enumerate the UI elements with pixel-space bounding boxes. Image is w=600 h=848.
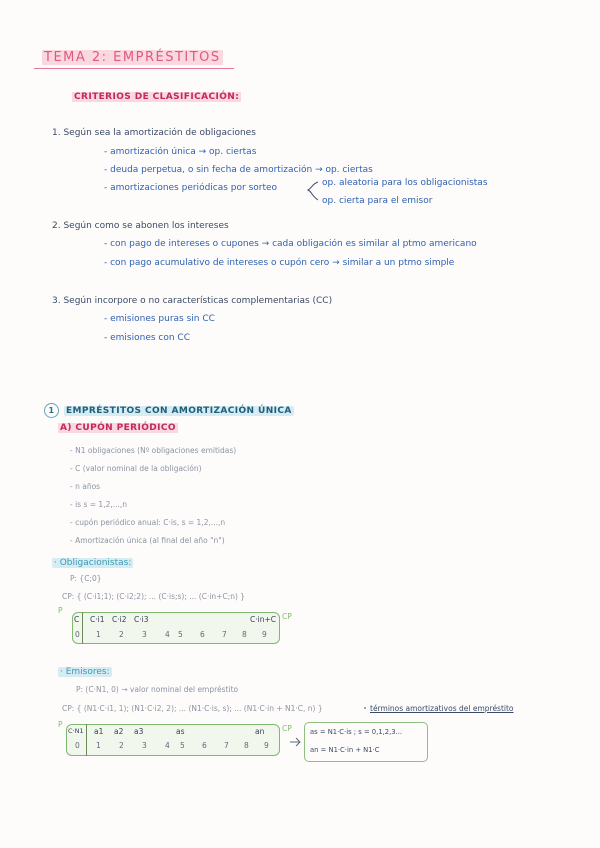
emisores-heading-text: · Emisores: xyxy=(60,667,110,677)
timeline-1-tick: 4 xyxy=(165,630,170,639)
timeline-1-tick: 9 xyxy=(262,630,267,639)
timeline-1-tick: 8 xyxy=(242,630,247,639)
criterio-1-branch-1: op. aleatoria para los obligacionistas xyxy=(322,178,488,188)
timeline-1-tick: 6 xyxy=(200,630,205,639)
section-1-heading-text: EMPRÉSTITOS CON AMORTIZACIÓN ÚNICA xyxy=(66,406,292,416)
obligacionistas-heading-text: · Obligacionistas: xyxy=(54,558,132,568)
timeline-1-tick: 3 xyxy=(142,630,147,639)
criterio-3-label: 3. Según incorpore o no características complementarias (CC) xyxy=(52,296,333,306)
timeline-2-top-3: a3 xyxy=(134,727,144,736)
criterio-1-sub-3: - amortizaciones periódicas por sorteo xyxy=(104,183,278,193)
timeline-1-top-3: C·i3 xyxy=(134,615,149,624)
obligacionistas-p-line: P: {C;0} xyxy=(70,574,102,583)
criterio-1-label: 1. Según sea la amortización de obligaciones xyxy=(52,128,256,138)
timeline-1-tick: 2 xyxy=(119,630,124,639)
timeline-1-top-1: C·i1 xyxy=(90,615,105,624)
timeline-2-top-n: an xyxy=(255,727,265,736)
section-number-badge: 1 xyxy=(44,403,59,418)
emisores-cp-line: CP: { (N1·C·i1, 1); (N1·C·i2, 2); ... (N1·C·is, s); ... (N1·C·in + N1·C, n) } xyxy=(62,704,323,713)
timeline-2-tick: 8 xyxy=(244,741,249,750)
criterio-1-sub-1: - amortización única → op. ciertas xyxy=(104,147,257,157)
timeline-2-tick: 6 xyxy=(202,741,207,750)
timeline-2-cp-label: CP xyxy=(282,724,292,733)
results-arrow-icon xyxy=(290,738,300,746)
timeline-2-top-1: a1 xyxy=(94,727,104,736)
emisores-result-2: an = N1·C·in + N1·C xyxy=(310,746,380,754)
bullet-1: - N1 obligaciones (Nº obligaciones emitidas) xyxy=(70,446,237,455)
branch-brace-icon xyxy=(308,182,318,200)
timeline-2-p-label: P xyxy=(58,720,63,729)
timeline-1-p-label: P xyxy=(58,606,63,615)
timeline-2-tick: 9 xyxy=(264,741,269,750)
bullet-5: - cupón periódico anual: C·is, s = 1,2,...,n xyxy=(70,518,226,527)
timeline-2-top-first: C·N1 xyxy=(68,727,84,735)
bullet-4: - is s = 1,2,...,n xyxy=(70,500,128,509)
criterios-heading-text: CRITERIOS DE CLASIFICACIÓN: xyxy=(74,92,240,102)
timeline-1-cp-label: CP xyxy=(282,612,292,621)
criterio-3-sub-1: - emisiones puras sin CC xyxy=(104,314,215,324)
criterio-2-sub-1: - con pago de intereses o cupones → cada obligación es similar al ptmo americano xyxy=(104,239,477,249)
timeline-2-tick: 1 xyxy=(96,741,101,750)
emisores-p-line: P: (C·N1, 0) → valor nominal del empréstito xyxy=(76,685,239,694)
criterio-1-branch-2: op. cierta para el emisor xyxy=(322,196,433,206)
timeline-2-top-s: as xyxy=(176,727,185,736)
timeline-1-top-first: C xyxy=(74,615,80,624)
bullet-3: - n años xyxy=(70,482,101,491)
emisores-cp-result: términos amortizativos del empréstito xyxy=(370,704,514,713)
timeline-2-tick: 5 xyxy=(180,741,185,750)
timeline-2-tick: 7 xyxy=(224,741,229,750)
timeline-2-tick: 4 xyxy=(165,741,170,750)
bullet-2: - C (valor nominal de la obligación) xyxy=(70,464,202,473)
title-text: TEMA 2: EMPRÉSTITOS xyxy=(44,50,221,65)
criterio-2-label: 2. Según como se abonen los intereses xyxy=(52,221,229,231)
timeline-2-tick: 2 xyxy=(119,741,124,750)
timeline-1-top-n: C·in+C xyxy=(250,615,276,624)
timeline-1-tick: 1 xyxy=(96,630,101,639)
timeline-1-tick: 7 xyxy=(222,630,227,639)
timeline-2-top-2: a2 xyxy=(114,727,124,736)
timeline-2-tick: 0 xyxy=(75,741,80,750)
criterio-2-sub-2: - con pago acumulativo de intereses o cupón cero → similar a un ptmo simple xyxy=(104,258,455,268)
timeline-1-top-2: C·i2 xyxy=(112,615,127,624)
subsection-a-heading-text: A) CUPÓN PERIÓDICO xyxy=(60,423,176,433)
timeline-1-tick: 5 xyxy=(178,630,183,639)
emisores-result-1: as = N1·C·is ; s = 0,1,2,3... xyxy=(310,728,403,736)
obligacionistas-cp-line: CP: { (C·i1;1); (C·i2;2); ... (C·is;s); ... (C·in+C;n) } xyxy=(62,592,246,601)
criterio-1-sub-2: - deuda perpetua, o sin fecha de amortización → op. ciertas xyxy=(104,165,373,175)
timeline-1-tick: 0 xyxy=(75,630,80,639)
timeline-2-tick: 3 xyxy=(142,741,147,750)
bullet-6: - Amortización única (al final del año "n") xyxy=(70,536,225,545)
criterio-3-sub-2: - emisiones con CC xyxy=(104,333,190,343)
